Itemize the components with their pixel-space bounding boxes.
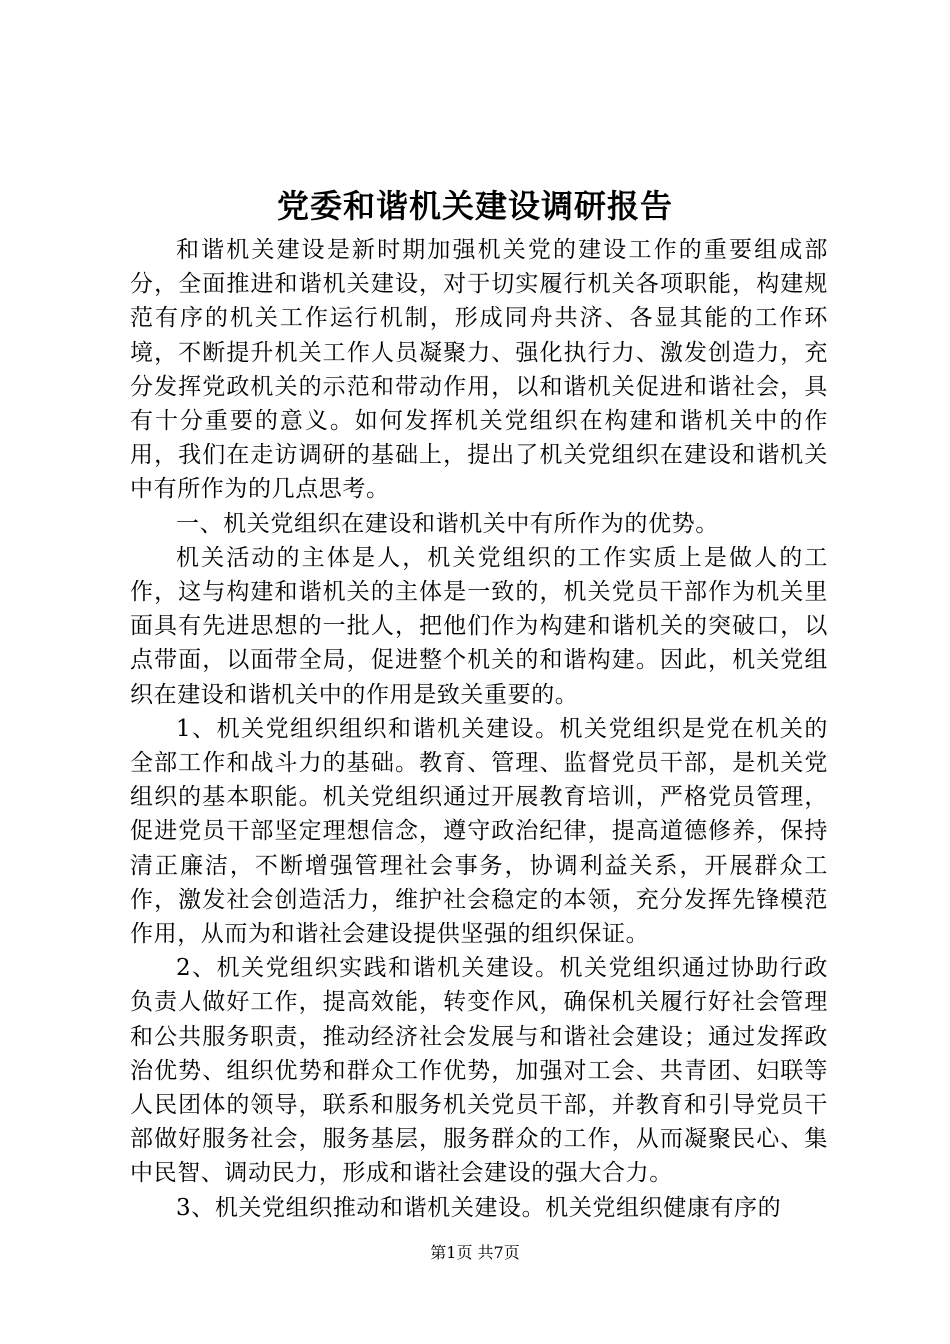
document-body — [130, 233, 828, 1225]
paragraph-intro: 和谐机关建设是新时期加强机关党的建设工作的重要组成部分，全面推进和谐机关建设，对于切实履行机关各项职能，构建规范有序的机关工作运行机制，形成同舟共济、各显其能的工作环境，不断提升机关工作人员凝聚力、强化执行力、激发创造力，充分发挥党政机关的示范和带动作用，以和谐机关促进和谐社会，具有十分重要的意义。如何发挥机关党组织在构建和谐机关中的作用，我们在走访调研的基础上，提出了机关党组织在建设和谐机关中有所作为的几点思考。 — [130, 237, 828, 503]
section-heading-1: 一、机关党组织在建设和谐机关中有所作为的优势。 — [176, 510, 719, 537]
document-title: 党委和谐机关建设调研报告 — [276, 187, 673, 225]
paragraph-point-3: 3、机关党组织推动和谐机关建设。机关党组织健康有序的 — [176, 1194, 782, 1221]
paragraph-point-1: 1、机关党组织组织和谐机关建设。机关党组织是党在机关的全部工作和战斗力的基础。教育、管理、监督党员干部，是机关党组织的基本职能。机关党组织通过开展教育培训，严格党员管理，促进党员干部坚定理想信念，遵守政治纪律，提高道德修养，保持清正廉洁，不断增强管理社会事务，协调利益关系，开展群众工作，激发社会创造活力，维护社会稳定的本领，充分发挥先锋模范作用，从而为和谐社会建设提供坚强的组织保证。 — [130, 715, 828, 948]
paragraph-point-2: 2、机关党组织实践和谐机关建设。机关党组织通过协助行政负责人做好工作，提高效能，转变作风，确保机关履行好社会管理和公共服务职责，推动经济社会发展与和谐社会建设；通过发挥政治优势、组织优势和群众工作优势，加强对工会、共青团、妇联等人民团体的领导，联系和服务机关党员干部，并教育和引导党员干部做好服务社会，服务基层，服务群众的工作，从而凝聚民心、集中民智、调动民力，形成和谐社会建设的强大合力。 — [130, 955, 828, 1187]
page-number-footer: 第1页 共7页 — [430, 1243, 520, 1262]
paragraph-section-1: 机关活动的主体是人，机关党组织的工作实质上是做人的工作，这与构建和谐机关的主体是一致的，机关党员干部作为机关里面具有先进思想的一批人，把他们作为构建和谐机关的突破口，以点带面，以面带全局，促进整个机关的和谐构建。因此，机关党组织在建设和谐机关中的作用是致关重要的。 — [130, 544, 828, 708]
